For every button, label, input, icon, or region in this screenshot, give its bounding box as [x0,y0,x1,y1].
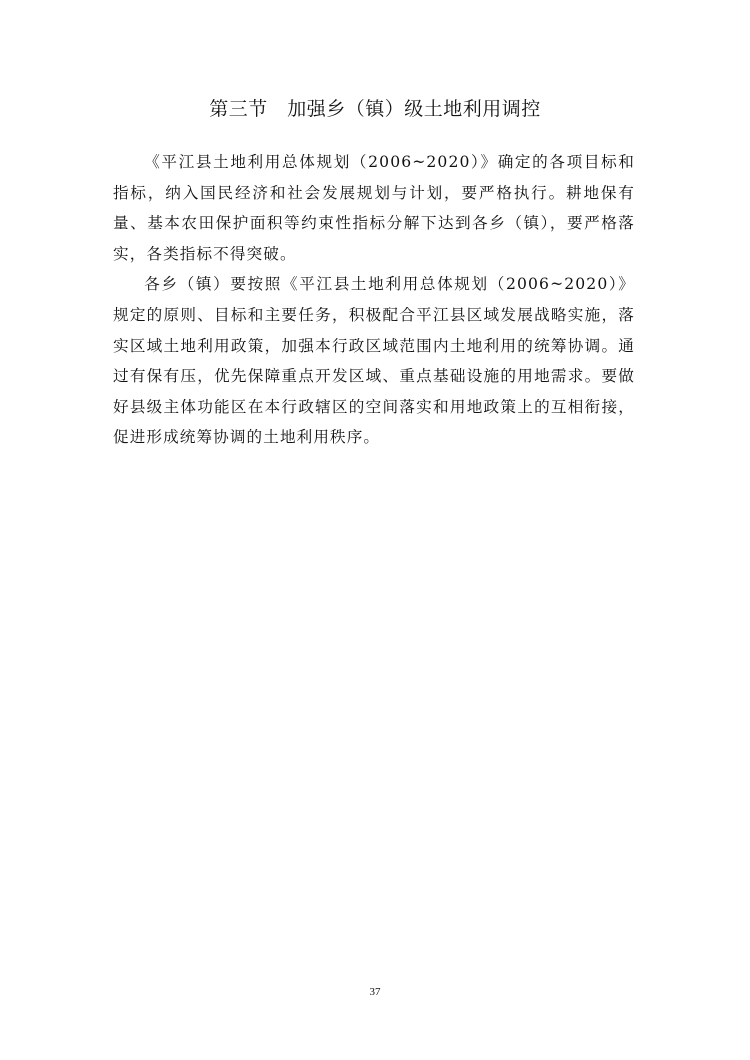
page-number: 37 [369,986,381,998]
paragraph-2: 各乡（镇）要按照《平江县土地利用总体规划（2006~2020）》规定的原则、目标和主要任务，积极配合平江县区域发展战略实施，落实区域土地利用政策，加强本行政区域范围内土地利用的统筹协调。通过有保有压，优先保障重点开发区域、重点基础设施的用地需求。要做好县级主体功能区在本行政辖区的空间落实和用地政策上的互相衔接，促进形成统筹协调的土地利用秩序。 [113,275,635,447]
paragraph-1: 《平江县土地利用总体规划（2006~2020）》确定的各项目标和指标，纳入国民经济和社会发展规划与计划，要严格执行。耕地保有量、基本农田保护面积等约束性指标分解下达到各乡（镇），要严格落实，各类指标不得突破。 [113,153,635,263]
body-text [113,147,635,453]
section-title: 第三节 加强乡（镇）级土地利用调控 [209,98,541,120]
